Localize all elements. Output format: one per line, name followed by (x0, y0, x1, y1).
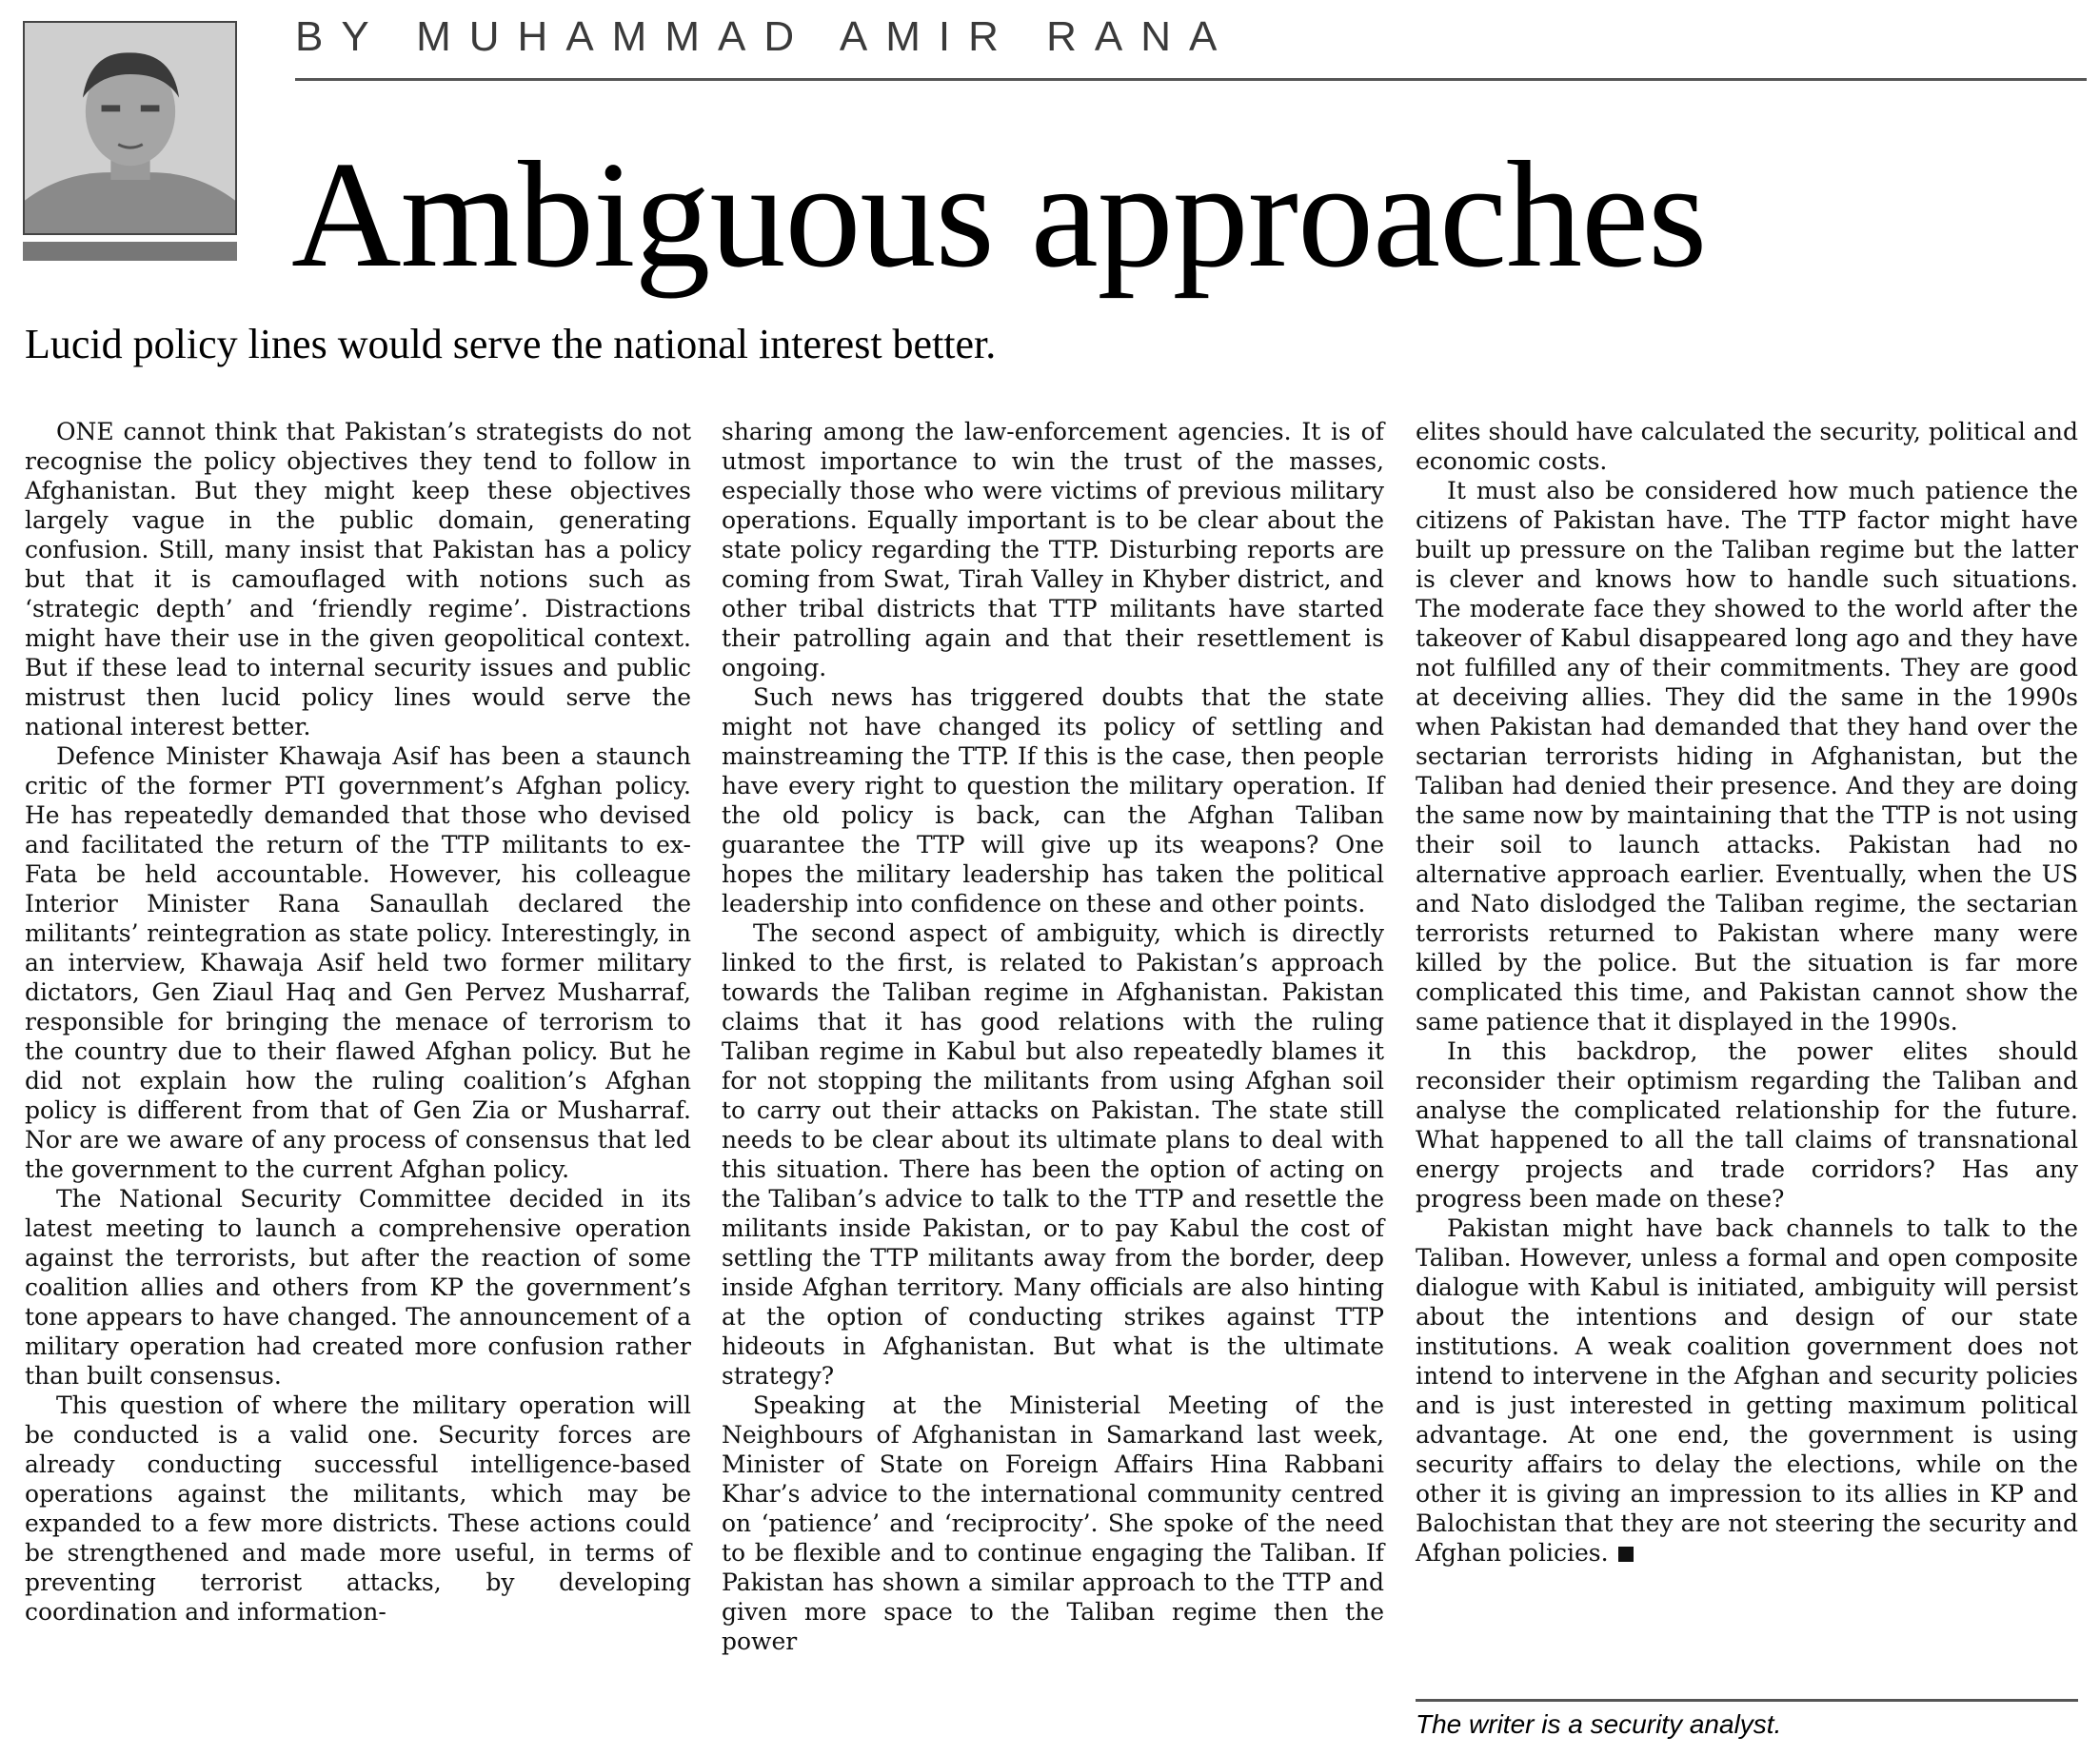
paragraph-final (1416, 1213, 2078, 1568)
paragraph: sharing among the law-enforcement agencies. It is of utmost importance to win the trust of the masses, especially those who were victims of previous military operations. Equally important is to be clear about the state policy regarding the TTP. Disturbing reports are coming from Swat, Tirah Valley in Khyber district, and other tribal districts that TTP militants have started their patrolling again and that their resettlement is ongoing. (722, 418, 1384, 681)
headline: Ambiguous approaches (291, 129, 1707, 299)
article-column-3 (1416, 417, 2078, 1568)
byline-rule (295, 78, 2087, 81)
paragraph: In this backdrop, the power elites should reconsider their optimism regarding the Taliban and analyse the complicated relationship for the future. What happened to all the tall claims of transnational energy projects and trade corridors? Has any progress been made on these? (1416, 1037, 2078, 1213)
paragraph: ONE cannot think that Pakistan’s strategists do not recognise the policy objectives they tend to follow in Afghanistan. But they might keep these objectives largely vague in the public domain, generating confusion. Still, many insist that Pakistan has a policy but that it is camouflaged with notions such as ‘strategic depth’ and ‘friendly regime’. Distractions might have their use in the given geopolitical context. But if these lead to internal security issues and public mistrust then lucid policy lines would serve the national interest better. (25, 418, 691, 740)
article-column-2 (722, 417, 1384, 1656)
writer-note: The writer is a security analyst. (1416, 1709, 1782, 1739)
writer-note-rule (1416, 1699, 2078, 1702)
article-column-1 (25, 417, 691, 1627)
paragraph-final-text: Pakistan might have back channels to talk to the Taliban. However, unless a formal and open composite dialogue with Kabul is initiated, ambiguity will persist about the intentions and design of our state institutions. A weak coalition government does not intend to intervene in the Afghan and security policies and is just interested in getting maximum political advantage. At one end, the government is using security affairs to delay the elections, while on the other it is giving an impression to its allies in KP and Balochistan that they are not steering the security and Afghan policies. (1416, 1214, 2078, 1567)
paragraph: elites should have calculated the security, political and economic costs. (1416, 418, 2078, 475)
paragraph: It must also be considered how much patience the citizens of Pakistan have. The TTP factor might have built up pressure on the Taliban regime but the latter is clever and knows how to handle such situations. The moderate face they showed to the world after the takeover of Kabul disappeared long ago and they have not fulfilled any of their commitments. They are good at deceiving allies. They did the same in the 1990s when Pakistan had demanded that they hand over the sectarian terrorists hiding in Afghanistan, but the Taliban had denied their presence. And they are doing the same now by maintaining that the TTP is not using their soil to launch attacks. Pakistan had no alternative approach earlier. Eventually, when the US and Nato dislodged the Taliban regime, the sectarian terrorists returned to Pakistan where many were killed by the police. But the situation is far more complicated this time, and Pakistan cannot show the same patience that it displayed in the 1990s. (1416, 477, 2078, 1036)
paragraph: Speaking at the Ministerial Meeting of the Neighbours of Afghanistan in Samarkand last week, Minister of State on Foreign Affairs Hina Rabbani Khar’s advice to the international community centred on ‘patience’ and ‘reciprocity’. She spoke of the need to be flexible and to continue engaging the Taliban. If Pakistan has shown a similar approach to the TTP and given more space to the Taliban regime then the power (722, 1391, 1384, 1655)
paragraph: Defence Minister Khawaja Asif has been a staunch critic of the former PTI government’s Afghan policy. He has repeatedly demanded that those who devised and facilitated the return of the TTP militants to ex-Fata be held accountable. However, his colleague Interior Minister Rana Sanaullah declared the militants’ reintegration as state policy. Interestingly, in an interview, Khawaja Asif held two former military dictators, Gen Ziaul Haq and Gen Pervez Musharraf, responsible for bringing the menace of terrorism to the country due to their flawed Afghan policy. But he did not explain how the ruling coalition’s Afghan policy is different from that of Gen Zia or Musharraf. Nor are we aware of any process of consensus that led the government to the current Afghan policy. (25, 742, 691, 1183)
portrait-bar (23, 242, 237, 261)
paragraph: The National Security Committee decided in its latest meeting to launch a comprehensive operation against the terrorists, but after the reaction of some coalition allies and others from KP the government’s tone appears to have changed. The announcement of a military operation had created more confusion rather than built consensus. (25, 1185, 691, 1390)
paragraph: Such news has triggered doubts that the state might not have changed its policy of settling and mainstreaming the TTP. If this is the case, then people have every right to question the military operation. If the old policy is back, can the Afghan Taliban guarantee the TTP will give up its weapons? One hopes the military leadership has taken the political leadership into confidence on these and other points. (722, 683, 1384, 917)
end-mark-icon (1618, 1547, 1634, 1562)
author-portrait (23, 21, 237, 235)
paragraph: The second aspect of ambiguity, which is directly linked to the first, is related to Pakistan’s approach towards the Taliban regime in Afghanistan. Pakistan claims that it has good relations with the ruling Taliban regime in Kabul but also repeatedly blames it for not stopping the militants from using Afghan soil to carry out their attacks on Pakistan. The state still needs to be clear about its ultimate plans to deal with this situation. There has been the option of acting on the Taliban’s advice to talk to the TTP and resettle the militants inside Pakistan, or to pay Kabul the cost of settling the TTP militants away from the border, deep inside Afghan territory. Many officials are also hinting at the option of conducting strikes against TTP hideouts in Afghanistan. But what is the ultimate strategy? (722, 919, 1384, 1390)
paragraph: This question of where the military operation will be conducted is a valid one. Security forces are already conducting successful intelligence-based operations against the militants, which may be expanded to a few more districts. These actions could be strengthened and made more useful, in terms of preventing terrorist attacks, by developing coordination and information- (25, 1391, 691, 1626)
author-portrait-image (25, 23, 235, 233)
standfirst: Lucid policy lines would serve the national interest better. (25, 321, 997, 367)
byline: BY MUHAMMAD AMIR RANA (295, 13, 1236, 60)
